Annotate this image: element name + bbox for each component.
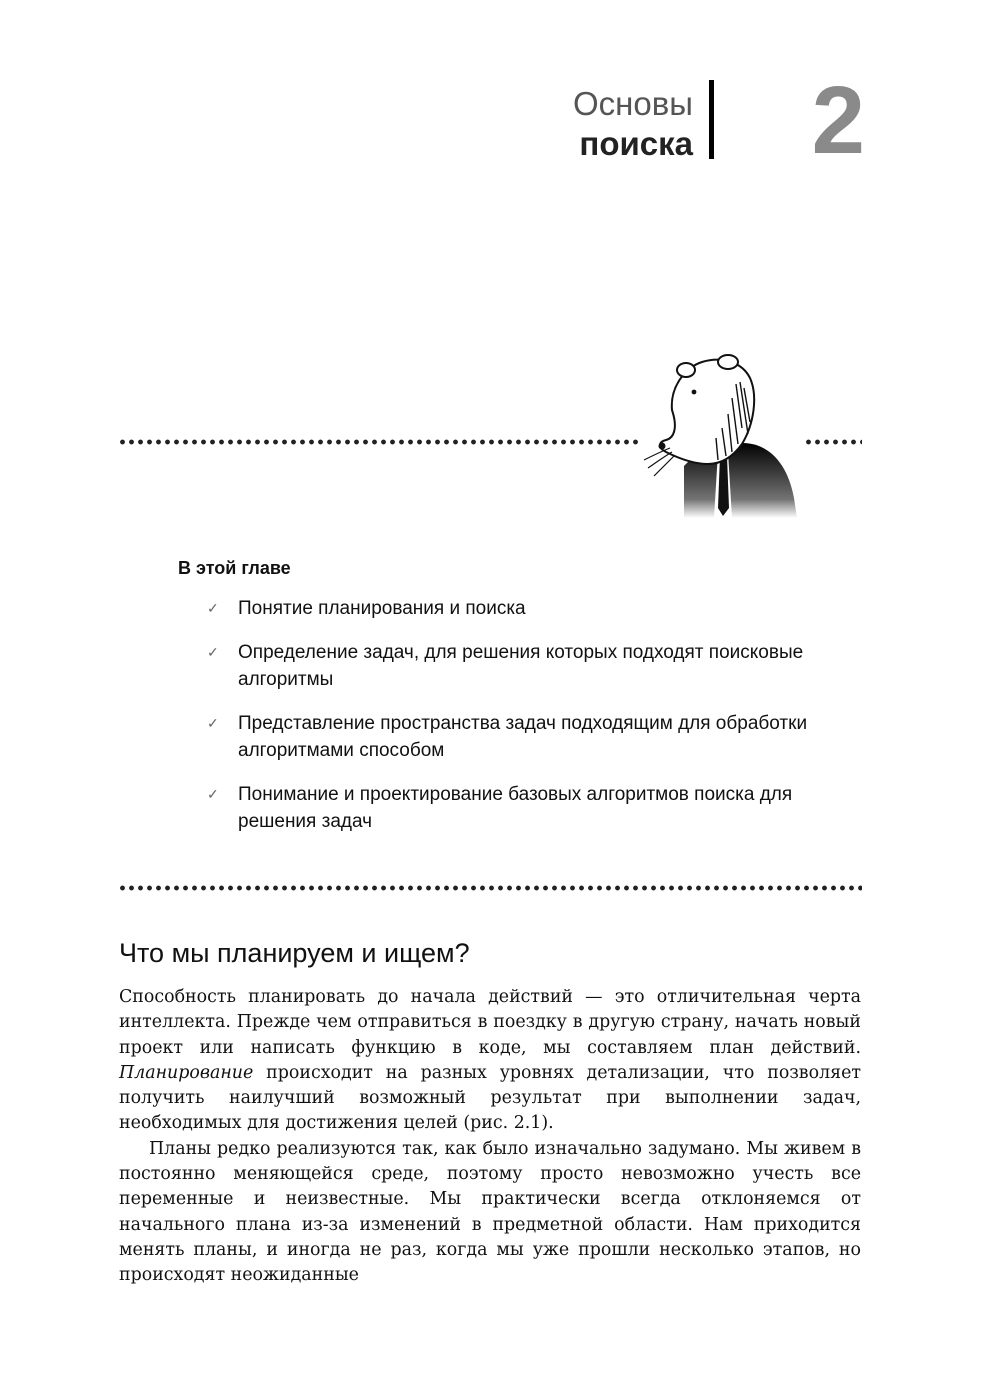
overview-item-text: Представление пространства задач подходящим для обработки алгоритмами способом [238, 713, 808, 761]
chapter-header [520, 67, 865, 174]
chapter-title [573, 84, 693, 164]
paragraph-text: происходит на разных уровнях детализации, что позволяет получить наилучший возможный результат при выполнении задач, необходимых для достижения целей (рис. 2.1). [119, 1062, 861, 1134]
mascot-illustration [632, 348, 812, 518]
chapter-divider [709, 80, 714, 159]
chapter-number: 2 [811, 67, 865, 174]
overview-heading: В этой главе [178, 558, 291, 578]
dotted-rule-bottom [118, 885, 862, 891]
chapter-title-line2: поиска [579, 125, 693, 162]
section-title: Что мы планируем и ищем? [119, 938, 470, 968]
overview-item-text: Определение задач, для решения которых подходят поисковые алгоритмы [238, 642, 804, 690]
checkmark-icon: ✓ [207, 786, 219, 802]
dotted-rule-left [118, 439, 638, 445]
overview-item-text: Понятие планирования и поиска [238, 598, 526, 619]
overview-item-text: Понимание и проектирование базовых алгоритмов поиска для решения задач [238, 784, 793, 832]
chapter-title-line1: Основы [573, 85, 693, 122]
checkmark-icon: ✓ [207, 715, 219, 731]
overview-list [178, 595, 818, 835]
paragraph [119, 985, 861, 1137]
overview-item [178, 781, 818, 835]
overview-item [178, 710, 818, 764]
checkmark-icon: ✓ [207, 644, 219, 660]
overview-item [178, 639, 818, 693]
dotted-rule-right [804, 439, 862, 445]
paragraph: Планы редко реализуются так, как было изначально задумано. Мы живем в постоянно меняющейся среде, поэтому просто невозможно учесть все переменные и неизвестные. Мы практически всегда отклоняемся от начального плана из-за изменений в предметной области. Нам приходится менять планы, и иногда не раз, когда мы уже прошли несколько этапов, но происходят неожиданные [119, 1138, 861, 1286]
chapter-overview [178, 558, 818, 852]
emphasis-term: Планирование [119, 1062, 254, 1083]
checkmark-icon: ✓ [207, 600, 219, 616]
body-text [119, 985, 861, 1289]
overview-item [178, 595, 818, 622]
paragraph-text: Способность планировать до начала действий — это отличительная черта интеллекта. Прежде чем отправиться в поездку в другую страну, начать новый проект или написать функцию в коде, мы составляем план действий. [119, 987, 861, 1058]
